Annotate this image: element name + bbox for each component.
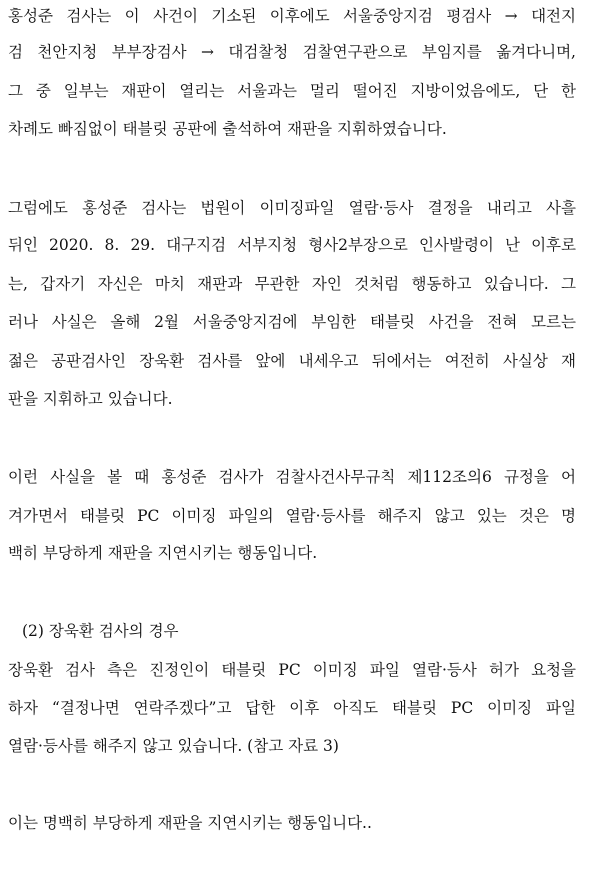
paragraph-2-line-2: 뒤인 2020. 8. 29. 대구지검 서부지청 형사2부장으로 인사발령이 난 이후로 [8,236,576,254]
paragraph-2-line-1: 그럼에도 홍성준 검사는 법원이 이미징파일 열람·등사 결정을 내리고 사흘 [8,199,576,217]
paragraph-1-line-2: 검 천안지청 부부장검사 → 대검찰청 검찰연구관으로 부임지를 옮겨다니며, [8,43,576,61]
section-heading: (2) 장욱환 검사의 경우 [22,622,179,640]
paragraph-1-line-1: 홍성준 검사는 이 사건이 기소된 이후에도 서울중앙지검 평검사 → 대전지 [8,7,576,25]
paragraph-1-line-4: 차례도 빠짐없이 태블릿 공판에 출석하여 재판을 지휘하였습니다. [8,120,447,138]
paragraph-2-line-6: 판을 지휘하고 있습니다. [8,390,173,408]
paragraph-4-line-2: 하자 “결정나면 연락주겠다”고 답한 이후 아직도 태블릿 PC 이미징 파일 [8,699,576,717]
paragraph-2-line-4: 러나 사실은 올해 2월 서울중앙지검에 부임한 태블릿 사건을 전혀 모르는 [8,313,576,331]
paragraph-1-line-3: 그 중 일부는 재판이 열리는 서울과는 멀리 떨어진 지방이었음에도, 단 한 [8,82,576,100]
paragraph-2-line-3: 는, 갑자기 자신은 마치 재판과 무관한 자인 것처럼 행동하고 있습니다. 그 [8,275,576,293]
paragraph-5-line-1: 이는 명백히 부당하게 재판을 지연시키는 행동입니다.. [8,814,372,832]
paragraph-3-line-2: 겨가면서 태블릿 PC 이미징 파일의 열람·등사를 해주지 않고 있는 것은 명 [8,507,576,525]
paragraph-3-line-1: 이런 사실을 볼 때 홍성준 검사가 검찰사건사무규칙 제112조의6 규정을 어 [8,468,576,486]
paragraph-4-line-3: 열람·등사를 해주지 않고 있습니다. (참고 자료 3) [8,737,339,755]
paragraph-3-line-3: 백히 부당하게 재판을 지연시키는 행동입니다. [8,544,318,562]
paragraph-4-line-1: 장욱환 검사 측은 진정인이 태블릿 PC 이미징 파일 열람·등사 허가 요청을 [8,661,576,679]
paragraph-2-line-5: 젊은 공판검사인 장욱환 검사를 앞에 내세우고 뒤에서는 여전히 사실상 재 [8,352,576,370]
